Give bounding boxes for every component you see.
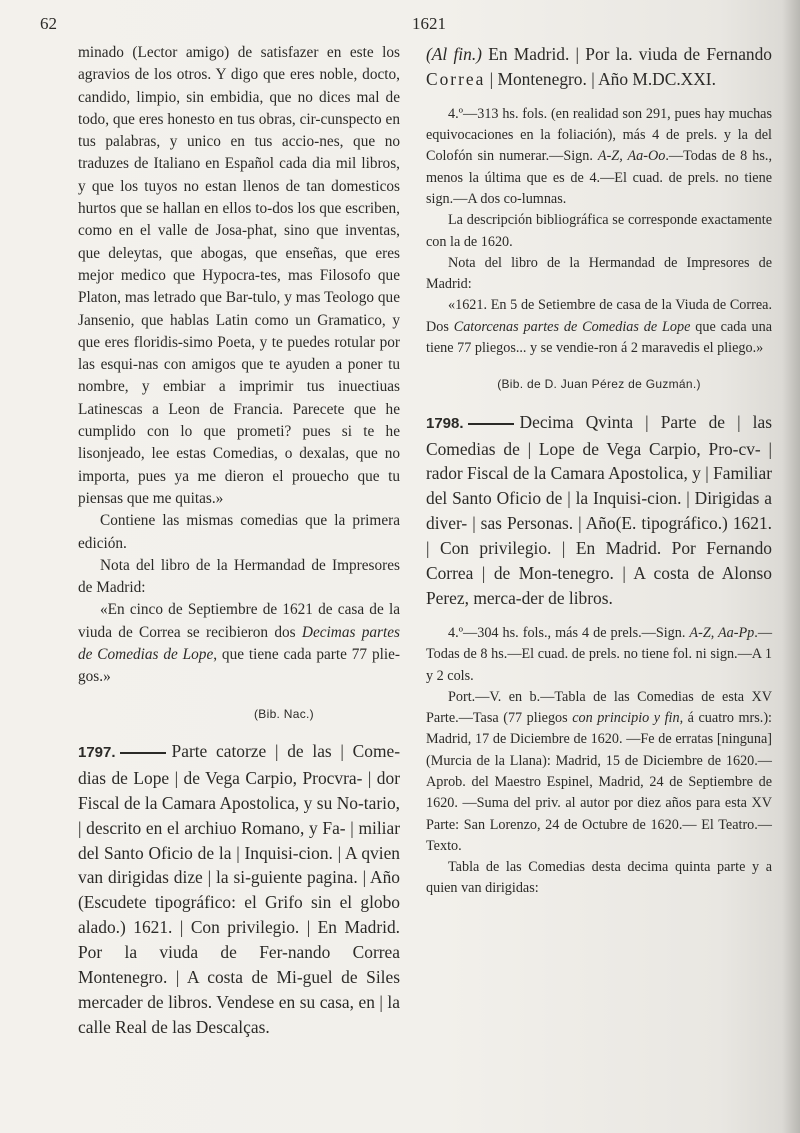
citation-perez-de-guzman: (Bib. de D. Juan Pérez de Guzmán.) (497, 377, 701, 392)
entry-dash (468, 423, 514, 425)
brotherhood-note-heading: Nota del libro de la Hermandad de Impresores de Madrid: (78, 556, 400, 597)
brotherhood-note-quote: «1621. En 5 de Setiembre de casa de la Viuda de Correa. Dos Catorcenas partes de Comedias de Lope que cada una tiene 77 pliegos... y se vendie-ron á 2 maravedis el pliego.» (426, 297, 772, 357)
running-year: 1621 (412, 14, 446, 33)
page-edge-shadow (782, 0, 800, 1133)
bibliographic-note: La descripción bibliográfica se corresponde exactamente con la de 1620. (426, 212, 772, 250)
citation-bib-nac: (Bib. Nac.) (254, 706, 314, 721)
entry-number: 1798. (426, 414, 464, 432)
contents-description: Port.—V. en b.—Tabla de las Comedias de esta XV Parte.—Tasa (77 pliegos con principio y fin, á cuatro mrs.): Madrid, 17 de Diciembre de 1620. —Fe de erratas [ninguna] (Murcia de la Llana): Madrid, 15 de Diciembre de 1620.—Aprob. del Maestro Espinel, Madrid, 24 de Septiembre de 1620. —Suma del priv. al autor por diez años para esta XV Parte: San Lorenzo, 24 de Octubre de 1620.— El Teatro.—Texto. (426, 688, 772, 854)
table-heading: Tabla de las Comedias desta decima quinta parte y a quien van dirigidas: (426, 859, 772, 897)
right-column (426, 42, 772, 900)
contents-note: Contiene las mismas comedias que la primera edición. (78, 512, 400, 552)
entry-number: 1797. (78, 743, 116, 761)
page-number: 62 (40, 14, 57, 33)
brotherhood-note-quote: «En cinco de Septiembre de 1621 de casa de la viuda de Correa se recibieron dos Decimas partes de Comedias de Lope, que tiene cada parte 77 plie-gos.» (78, 601, 401, 686)
entry-dash (120, 752, 166, 754)
entry-1798: 1798. Decima Qvinta | Parte de | las Comedias de | Lope de Vega Carpio, Pro-cv- | rador Fiscal de la Camara Apostolica, y | Familiar del Santo Oficio de | la Inquisi-cion. | Dirigidas a diver- | sas Personas. | Año(E. tipográfico.) 1621. | Con privilegio. | En Madrid. Por Fernando Correa | de Mon-tenegro. | A costa de Alonso Perez, merca-der de libros. (426, 411, 772, 609)
left-column (78, 42, 400, 1040)
physical-description: 4.º—304 hs. fols., más 4 de prels.—Sign. A-Z, Aa-Pp.—Todas de 8 hs.—El cuad. de prels. no tiene fol. ni sign.—A 1 y 2 cols. (426, 624, 772, 684)
brotherhood-note-heading: Nota del libro de la Hermandad de Impresores de Madrid: (426, 254, 772, 293)
physical-description: 4.º—313 hs. fols. (en realidad son 291, pues hay muchas equivocaciones en la foliación), más 4 de prels. y la del Colofón sin numerar.—Sign. A-Z, Aa-Oo.—Todas de 8 hs., menos la última que es de 4.—El cuad. de prels. no tiene sign.—A dos co-lumnas. (426, 105, 772, 207)
preface-continuation: minado (Lector amigo) de satisfazer en este los agravios de los otros. Y digo que eres noble, docto, candido, limpio, sin embidia, que no dices mal de todo, que eres honesto en tus obras, cir-cunspecto en tus palabras, y unico en tus accio-nes, que no traduzes de Italiano en Español cada dia mil libros, y que los tuyos no estan llenos de tan domesticos hurtos que se hallan en ellos to-dos los que escriben, como en el valle de Josa-phat, sino que inventas, que deleytas, que abogas, que enseñas, que eres mejor medico que Hypocra-tes, mas Filosofo que Platon, mas letrado que Bar-tulo, y mas Teologo que Jansenio, que hablas Latin como un Gramatico, y que eres floridis-simo Poeta, y te puedes rotular por las esqui-nas con amigos que te ayuden a poner tu nombre, y embiar a imprimir tus inuectiuas Latinescas a Leon de Francia. Parecete que he cumplido con lo que prometi? pues si te he lisonjeado, lee estas Comedias, o dexalas, que no importa, pues ya me dieron el prouecho que tu piensas que me quitas.» (78, 44, 400, 507)
entry-1797: 1797. Parte catorze | de las | Come-dias de Lope | de Vega Carpio, Procvra- | dor Fiscal de la Camara Apostolica, y su No-tario, | descrito en el archiuo Romano, y Fa- | miliar del Santo Oficio de la | Inquisi-cion. | A qvien van dirigidas dize | la si-guiente pagina. | Año (Escudete tipográfico: el Grifo sin el globo alado.) 1621. | Con privilegio. | En Madrid. Por la viuda de Fer-nando Correa Montenegro. | A costa de Mi-guel de Siles mercader de libros. Vendese en su casa, en | la calle Real de las Descalças. (78, 740, 400, 1037)
colophon: (Al fin.) En Madrid. | Por la. viuda de Fernando Correa | Montenegro. | Año M.DC.XXI. (426, 44, 772, 89)
running-head (0, 14, 800, 38)
